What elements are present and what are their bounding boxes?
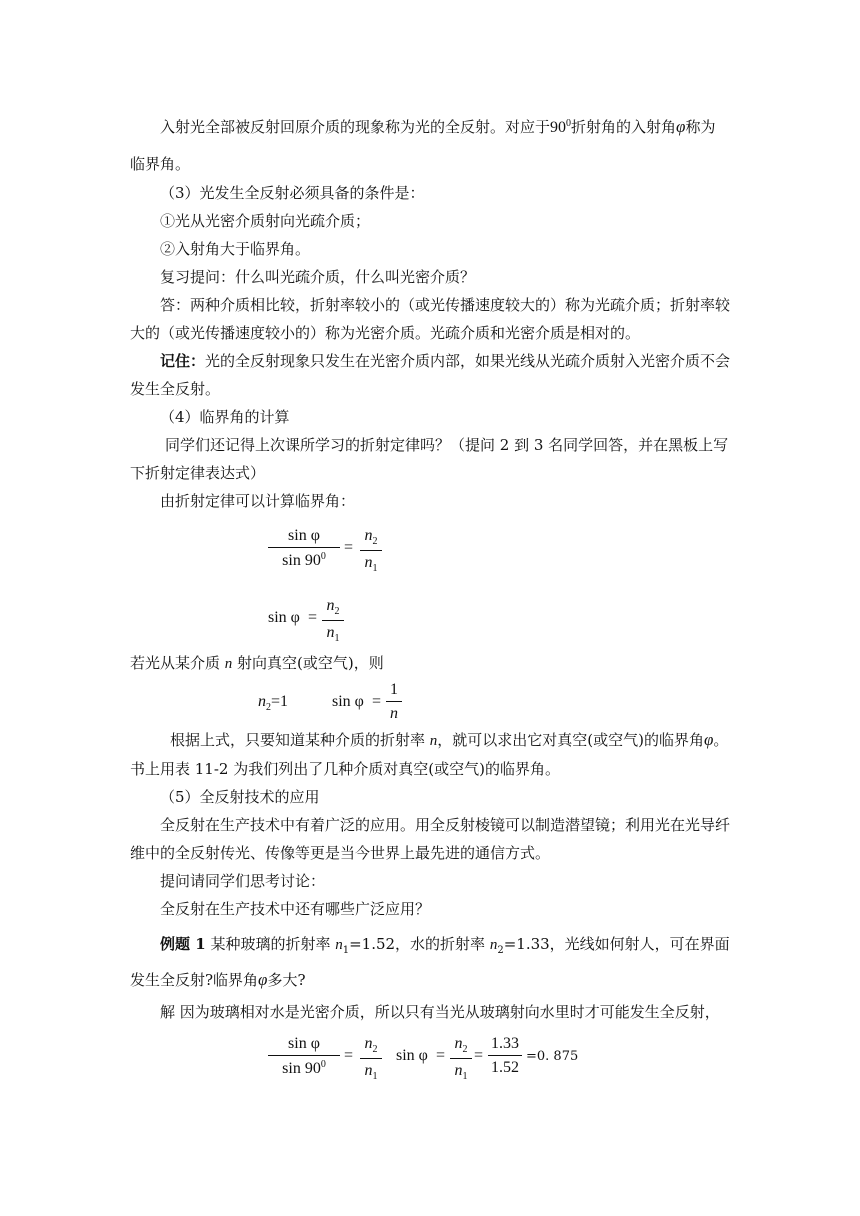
degree-number: 90 (550, 119, 567, 136)
answer-line-2: 大的（或光传播速度较小的）称为光密介质。光疏介质和光密介质是相对的。 (130, 324, 641, 342)
text: 多大? (267, 971, 306, 989)
text: 光的全反射现象只发生在光密介质内部，如果光线从光疏介质射入光密介质不会 (205, 352, 731, 370)
degree-sup: 0 (566, 118, 572, 129)
text: ，就可以求出它对真空(或空气)的临界角 (437, 731, 704, 749)
sin-phi: sin φ (268, 609, 300, 626)
paragraph-continuation: 临界角。 (130, 155, 191, 173)
equals-sign: = (344, 539, 354, 556)
phi-symbol: φ (258, 970, 268, 989)
accord-line-2: 书上用表 11-2 为我们列出了几种介质对真空(或空气)的临界角。 (130, 760, 560, 778)
section-calc-title: （4）临界角的计算 (160, 408, 290, 426)
text: 。 (713, 731, 729, 749)
fraction-sin (268, 528, 340, 569)
n2-equals-1: $n_2=1$ (258, 693, 289, 713)
n-symbol: n (224, 656, 233, 672)
discussion-line-1: 提问请同学们思考讨论： (160, 872, 326, 890)
remember-line-1 (160, 354, 730, 369)
fraction-n: $n_2$ $n_1$ (360, 528, 382, 574)
solution-line: 解 因为玻璃相对水是光密介质，所以只有当光从玻璃射向水里时才可能发生全反射， (160, 1003, 720, 1021)
review-question: 复习提问：什么叫光疏介质，什么叫光密介质？ (160, 268, 476, 286)
example-line-2 (130, 971, 306, 988)
example-line-1 (160, 937, 730, 956)
fraction-n: $n_2$ $n_1$ (450, 1036, 472, 1082)
section-conditions-title: （3）光发生全反射必须具备的条件是： (160, 184, 425, 202)
text: =1.33，光线如何射人，可在界面 (503, 935, 730, 953)
phi-symbol: φ (676, 117, 686, 136)
application-line-1: 全反射在生产技术中有着广泛的应用。用全反射棱镜可以制造潜望镜；利用光在光导纤 (160, 816, 731, 834)
sin-phi: sin φ (396, 1047, 428, 1064)
remember-line-2: 发生全反射。 (130, 380, 221, 398)
equals-sign: = (474, 1047, 484, 1064)
sin-phi: sin φ (332, 693, 364, 710)
text: 若光从某介质 (130, 654, 225, 672)
vacuum-line (130, 656, 384, 672)
fraction-sin: sin φ $\sin 90^0$ (268, 1036, 340, 1077)
result-value: =0. 875 (526, 1049, 579, 1064)
equals-sign: = (436, 1047, 446, 1064)
answer-line-1: 答：两种介质相比较，折射率较小的（或光传播速度较大的）称为光疏介质；折射率较 (160, 296, 731, 314)
application-line-2: 维中的全反射传光、传像等更是当今世界上最先进的通信方式。 (130, 844, 551, 862)
text: 根据上式，只要知道某种介质的折射率 (170, 731, 430, 749)
equals-sign: = (308, 609, 318, 626)
accord-line-1 (170, 731, 728, 749)
fraction-n: $n_2$ $n_1$ (360, 1036, 382, 1082)
text: 折射角的入射角 (571, 118, 677, 136)
phi-symbol: φ (704, 730, 714, 749)
text: 称为 (685, 118, 716, 136)
fraction-1-over-n: 1 n (386, 682, 402, 722)
n-symbol: n (429, 733, 438, 749)
calc-intro: 由折射定律可以计算临界角： (160, 492, 356, 510)
recall-line-2: 下折射定律表达式） (130, 464, 266, 482)
remember-label: 记住： (160, 352, 206, 370)
text: 发生全反射?临界角 (130, 971, 259, 989)
equals-sign: = (344, 1047, 354, 1064)
text: 射向真空(或空气)，则 (232, 654, 384, 672)
fraction-n: $n_2$ $n_1$ (322, 598, 344, 644)
subscript: 2 (497, 945, 504, 956)
denominator: $\sin 90^0$ (282, 551, 326, 569)
n2-symbol: n (489, 937, 498, 953)
paragraph-total-reflection (160, 118, 715, 136)
equals-sign: = (372, 693, 382, 710)
discussion-line-2: 全反射在生产技术中还有哪些广泛应用？ (160, 900, 431, 918)
n1-symbol: n (335, 937, 343, 953)
condition-1: ①光从光密介质射向光疏介质； (160, 212, 371, 230)
recall-line-1: 同学们还记得上次课所学习的折射定律吗？（提问 2 到 3 名同学回答，并在黑板上写 (165, 436, 729, 454)
numerator: sin φ (288, 527, 320, 544)
text: 某种玻璃的折射率 (205, 935, 336, 953)
text: 入射光全部被反射回原介质的现象称为光的全反射。对应于 (160, 118, 551, 136)
subscript: 1 (342, 945, 350, 956)
fraction-values: 1.33 1.52 (488, 1036, 522, 1076)
section-application-title: （5）全反射技术的应用 (160, 788, 320, 806)
text: =1.52，水的折射率 (349, 935, 490, 953)
condition-2: ②入射角大于临界角。 (160, 240, 311, 258)
example-label: 例题 1 (160, 935, 206, 953)
